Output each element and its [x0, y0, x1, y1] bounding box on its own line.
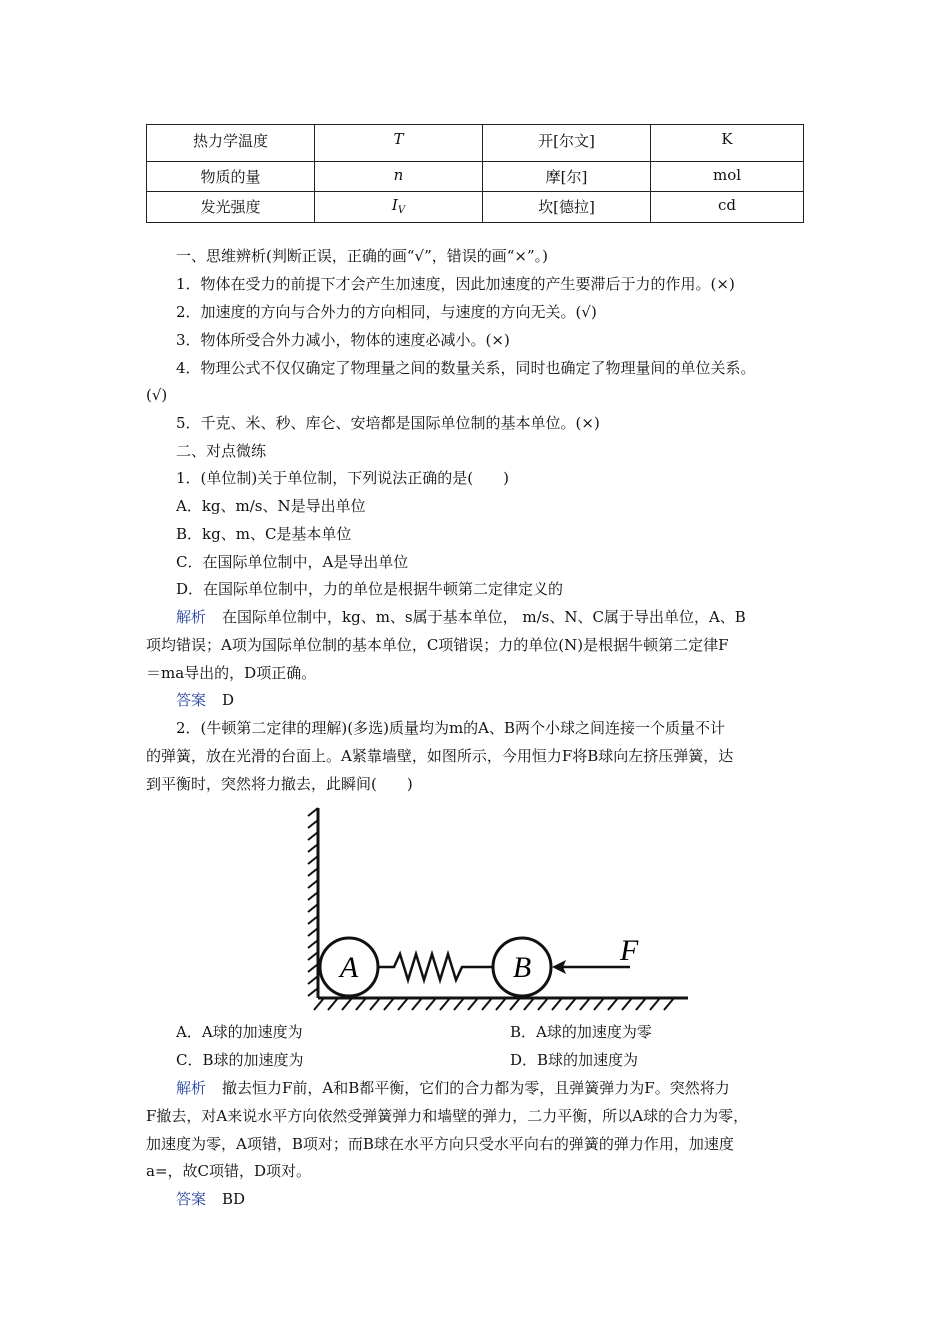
analysis-line: 项均错误；A项为国际单位制的基本单位，C项错误；力的单位(N)是根据牛顿第二定律F: [146, 636, 729, 654]
analysis-line: 加速度为零，A项错，B项对；而B球在水平方向只受水平向右的弹簧的弹力作用，加速度: [146, 1135, 734, 1153]
judgment-item: 3．物体所受合外力减小，物体的速度必减小。(×): [176, 331, 510, 349]
judgment-item: 2．加速度的方向与合外力的方向相同，与速度的方向无关。(√): [176, 303, 597, 321]
analysis-line: 解析 在国际单位制中，kg、m、s属于基本单位， m/s、N、C属于导出单位，A、B: [176, 608, 746, 626]
ball-b-label: B: [512, 951, 532, 984]
symbol-cell: $I_V$: [315, 192, 483, 223]
option-c: C．在国际单位制中，A是导出单位: [176, 553, 409, 571]
option-d: D．在国际单位制中，力的单位是根据牛顿第二定律定义的: [176, 580, 564, 598]
spring-balls-figure: [300, 802, 692, 1014]
option-a: A．A球的加速度为: [176, 1023, 303, 1041]
answer-label: 答案: [176, 691, 207, 709]
symbol-cell: n: [315, 162, 483, 192]
question-stem: 的弹簧，放在光滑的台面上。A紧靠墙壁，如图所示，今用恒力F将B球向左挤压弹簧，达: [146, 747, 734, 765]
answer-line: [176, 1188, 806, 1210]
quantity-cell: 物质的量: [147, 162, 315, 192]
unit-table: [146, 124, 804, 223]
table-row: [147, 162, 804, 192]
question-stem: 2．(牛顿第二定律的理解)(多选)质量均为m的A、B两个小球之间连接一个质量不计: [176, 719, 726, 737]
analysis-label: 解析: [176, 1079, 207, 1097]
analysis-line: 解析 撤去恒力F前，A和B都平衡，它们的合力都为零，且弹簧弹力为F。突然将力: [176, 1079, 730, 1097]
option-d: D．B球的加速度为: [510, 1051, 639, 1069]
option-a: A．kg、m/s、N是导出单位: [176, 497, 366, 515]
unit-name-cell: 开[尔文]: [483, 125, 651, 162]
judgment-item-continued: (√): [146, 386, 168, 404]
analysis-line: ＝ma导出的，D项正确。: [146, 664, 317, 682]
analysis-label: 解析: [176, 608, 207, 626]
option-c: C．B球的加速度为: [176, 1051, 304, 1069]
analysis-line: F撤去，对A来说水平方向依然受弹簧弹力和墙壁的弹力，二力平衡，所以A球的合力为零，: [146, 1107, 749, 1125]
unit-name-cell: 摩[尔]: [483, 162, 651, 192]
option-b: B．A球的加速度为零: [510, 1023, 652, 1041]
table-row: [147, 192, 804, 223]
analysis-line: a=，故C项错，D项对。: [146, 1162, 312, 1180]
unit-symbol-cell: mol: [651, 162, 804, 192]
unit-symbol-cell: cd: [651, 192, 804, 223]
question-stem: 1．(单位制)关于单位制，下列说法正确的是( ): [176, 469, 509, 487]
section2-heading: 二、对点微练: [176, 442, 267, 460]
judgment-item: 5．千克、米、秒、库仑、安培都是国际单位制的基本单位。(×): [176, 414, 600, 432]
question-stem: 到平衡时，突然将力撤去，此瞬间( ): [146, 775, 413, 793]
spring: [378, 954, 494, 980]
table-row: [147, 125, 804, 162]
unit-symbol-cell: K: [651, 125, 804, 162]
section1-heading: 一、思维辨析(判断正误，正确的画“√”，错误的画“×”。): [176, 247, 549, 265]
answer-value: BD: [222, 1190, 246, 1208]
answer-value: D: [222, 691, 235, 709]
unit-name-cell: 坎[德拉]: [483, 192, 651, 223]
ball-a-label: A: [339, 951, 359, 984]
judgment-item: 1．物体在受力的前提下才会产生加速度，因此加速度的产生要滞后于力的作用。(×): [176, 275, 735, 293]
force-label: F: [620, 934, 639, 967]
quantity-cell: 热力学温度: [147, 125, 315, 162]
answer-line: [176, 689, 806, 711]
option-b: B．kg、m、C是基本单位: [176, 525, 352, 543]
quantity-cell: 发光强度: [147, 192, 315, 223]
answer-label: 答案: [176, 1190, 207, 1208]
judgment-item: 4．物理公式不仅仅确定了物理量之间的数量关系，同时也确定了物理量间的单位关系。: [176, 359, 756, 377]
floor-hatching: [314, 998, 674, 1010]
symbol-cell: T: [315, 125, 483, 162]
